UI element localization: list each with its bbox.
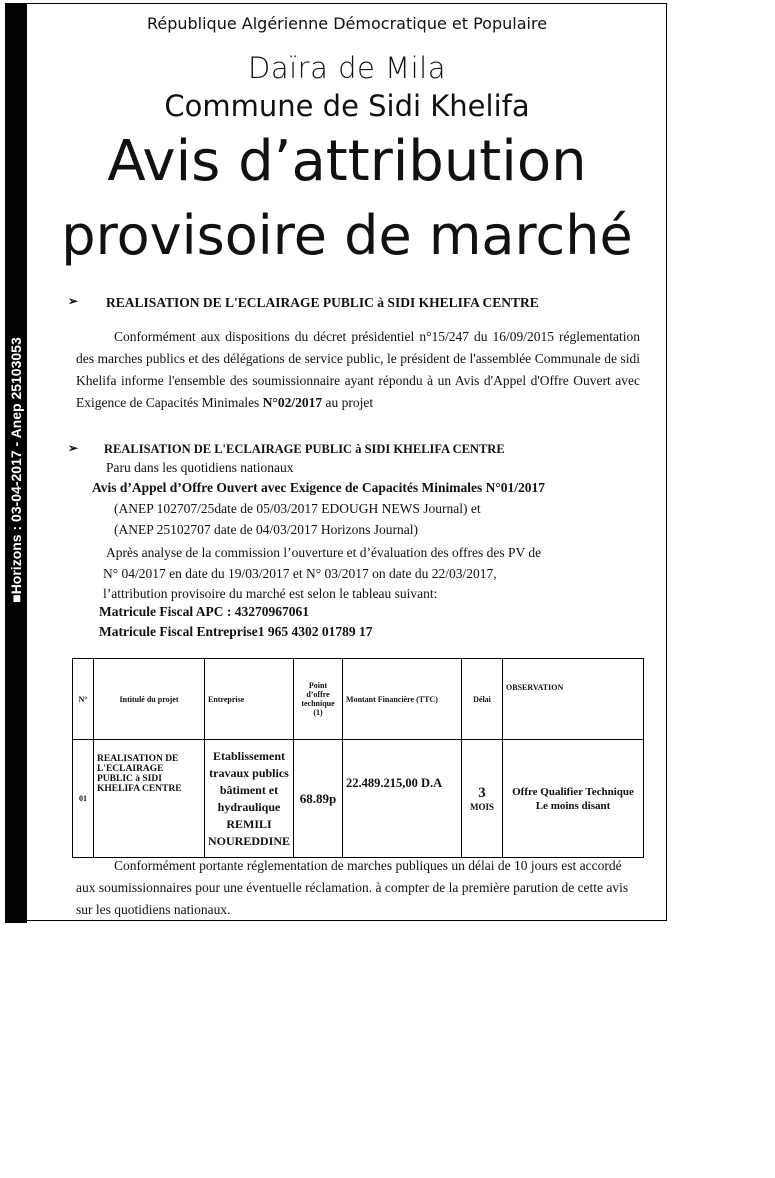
- matricule-entreprise: Matricule Fiscal Entreprise1 965 4302 01789 17: [99, 624, 373, 639]
- anep-line-1: (ANEP 102707/25date de 05/03/2017 EDOUGH NEWS Journal) et: [114, 501, 481, 516]
- analyse-line-2: N° 04/2017 en date du 19/03/2017 et N° 03/2017 on date du 22/03/2017,: [103, 566, 497, 581]
- table-header-row: [73, 659, 644, 740]
- footer-text: Conformément portante réglementation de marches publiques un délai de 10 jours est accordé aux soumissionnaires pour une éventuelle réclamation. à compter de la première parution de cette avis sur les quotidiens nationaux.: [76, 858, 629, 917]
- header-montant: Montant Financière (TTC): [343, 659, 462, 740]
- row-observation: Offre Qualifier Technique Le moins disant: [503, 740, 644, 858]
- section1-reference: N°02/2017: [262, 395, 323, 410]
- publication-reference: [5, 320, 27, 620]
- header-entreprise: Entreprise: [205, 659, 294, 740]
- row-projet: REALISATION DE L'ECLAIRAGE PUBLIC à SIDI KHELIFA CENTRE: [94, 740, 205, 858]
- row-entreprise: Etablissement travaux publics bâtiment et hydraulique REMILI NOUREDDINE: [205, 740, 294, 858]
- header-point: Point d’offre technique (1): [294, 659, 343, 740]
- analyse-line-3: l’attribution provisoire du marché est selon le tableau suivant:: [103, 586, 438, 601]
- section1-paragraph: [76, 326, 640, 414]
- paru-line: Paru dans les quotidiens nationaux: [106, 460, 294, 475]
- bullet-icon: ➢: [68, 294, 79, 308]
- section1-title: REALISATION DE L'ECLAIRAGE PUBLIC à SIDI KHELIFA CENTRE: [106, 295, 539, 310]
- header-num: N°: [73, 659, 94, 740]
- matricule-apc: Matricule Fiscal APC : 43270967061: [99, 604, 309, 619]
- header-observation: OBSERVATION: [503, 659, 644, 740]
- daira-name: Daïra de Mila: [248, 51, 446, 85]
- row-num: 01: [73, 740, 94, 858]
- header-delai: Délai: [462, 659, 503, 740]
- commune-name: Commune de Sidi Khelifa: [164, 89, 530, 123]
- notice-title-line2: provisoire de marché: [61, 204, 633, 267]
- notice-title-line1: Avis d’attribution: [107, 129, 587, 194]
- analyse-line-1: Après analyse de la commission l’ouverture et d’évaluation des offres des PV de: [106, 545, 542, 560]
- row-delai: [462, 740, 503, 858]
- delai-unit: MOIS: [470, 802, 495, 812]
- row-montant: 22.489.215,00 D.A: [343, 740, 462, 858]
- section2-title: REALISATION DE L'ECLAIRAGE PUBLIC à SIDI KHELIFA CENTRE: [104, 442, 505, 456]
- section1-paragraph-text: Conformément aux dispositions du décret présidentiel n°15/247 du 16/09/2015 réglementation des marches publics et des délégations de service public, le président de l'assemblée Communale de sidi Khelifa informe l'ensemble des soumissionnaire ayant répondu à un Avis d'Appel d'Offre Ouvert avec Exigence de Capacités Minimales: [76, 329, 640, 410]
- row-point: 68.89p: [294, 740, 343, 858]
- footer-paragraph: [76, 855, 640, 921]
- avis-line: Avis d’Appel d’Offre Ouvert avec Exigence de Capacités Minimales N°01/2017: [92, 480, 545, 495]
- bullet-icon: ➢: [68, 441, 79, 455]
- republic-header: République Algérienne Démocratique et Populaire: [146, 14, 548, 33]
- section1-paragraph-end: au projet: [325, 395, 374, 410]
- publication-reference-text: ■Horizons : 03-04-2017 - Anep 25103053: [8, 337, 24, 603]
- anep-line-2: (ANEP 25102707 date de 04/03/2017 Horizons Journal): [114, 522, 418, 537]
- delai-number: 3: [478, 785, 486, 801]
- header-projet: Intitulé du projet: [94, 659, 205, 740]
- table-row: [73, 740, 644, 858]
- attribution-table: [72, 658, 644, 858]
